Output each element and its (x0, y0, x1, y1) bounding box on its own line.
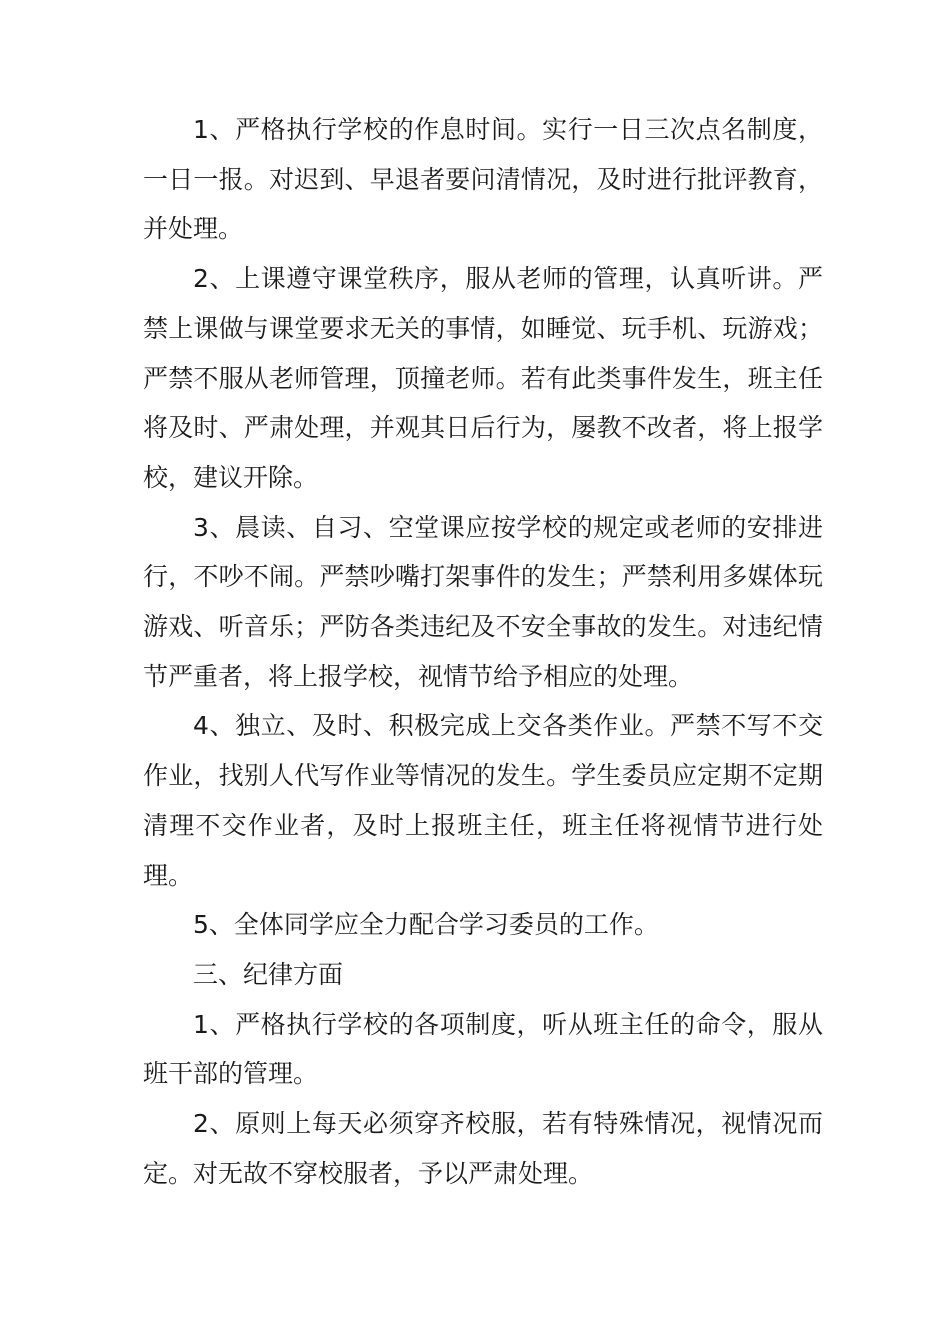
paragraph-study-3: 3、晨读、自习、空堂课应按学校的规定或老师的安排进行，不吵不闹。严禁吵嘴打架事件的发生；严禁利用多媒体玩游戏、听音乐；严防各类违纪及不安全事故的发生。对违纪情节严重者，将上报学校，视情节给予相应的处理。 (143, 512, 823, 691)
paragraph-study-5: 5、全体同学应全力配合学习委员的工作。 (193, 910, 659, 940)
document-body (143, 105, 823, 1198)
paragraph-study-4: 4、独立、及时、积极完成上交各类作业。严禁不写不交作业，找别人代写作业等情况的发生。学生委员应定期不定期清理不交作业者，及时上报班主任，班主任将视情节进行处理。 (143, 711, 823, 890)
paragraph-study-2: 2、上课遵守课堂秩序，服从老师的管理，认真听讲。严禁上课做与课堂要求无关的事情，如睡觉、玩手机、玩游戏；严禁不服从老师管理，顶撞老师。若有此类事件发生，班主任将及时、严肃处理，并观其日后行为，屡教不改者，将上报学校，建议开除。 (143, 264, 823, 492)
paragraph-study-1: 1、严格执行学校的作息时间。实行一日三次点名制度，一日一报。对迟到、早退者要问清情况，及时进行批评教育，并处理。 (143, 115, 823, 244)
section-heading-discipline: 三、纪律方面 (193, 959, 344, 989)
paragraph-discipline-2: 2、原则上每天必须穿齐校服，若有特殊情况，视情况而定。对无故不穿校服者，予以严肃处理。 (143, 1109, 823, 1188)
paragraph-discipline-1: 1、严格执行学校的各项制度，听从班主任的命令，服从班干部的管理。 (143, 1009, 823, 1089)
